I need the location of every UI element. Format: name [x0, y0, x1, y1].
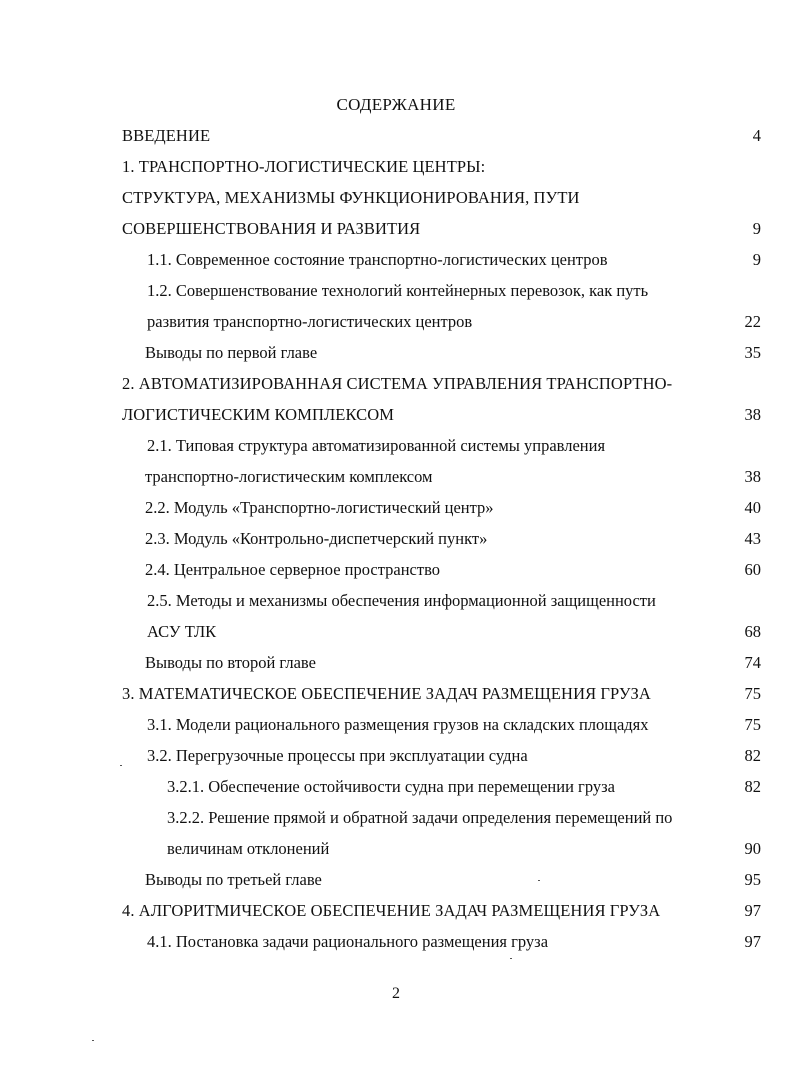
toc-entry-title: АСУ ТЛК	[147, 622, 217, 641]
toc-entry-introduction	[0, 120, 792, 151]
toc-entry-chapter-1-line-2	[0, 182, 792, 213]
toc-entry-page: 35	[744, 343, 761, 362]
toc-entry-page: 97	[744, 901, 761, 920]
toc-entry-page: 22	[744, 312, 761, 331]
toc-entry-section-1-2-line-2	[0, 306, 792, 337]
toc-entry-page: 82	[744, 746, 761, 765]
toc-entry-title: 3.2.1. Обеспечение остойчивости судна при перемещении груза	[167, 777, 615, 796]
toc-entry-chapter-3	[0, 678, 792, 709]
toc-entry-conclusions-1	[0, 337, 792, 368]
toc-entry-title: 2.2. Модуль «Транспортно-логистический центр»	[145, 498, 494, 517]
toc-entry-title: 3. МАТЕМАТИЧЕСКОЕ ОБЕСПЕЧЕНИЕ ЗАДАЧ РАЗМЕЩЕНИЯ ГРУЗА	[122, 684, 651, 703]
toc-entry-section-3-2-2-line-2	[0, 833, 792, 864]
toc-entry-title: 4. АЛГОРИТМИЧЕСКОЕ ОБЕСПЕЧЕНИЕ ЗАДАЧ РАЗМЕЩЕНИЯ ГРУЗА	[122, 901, 661, 920]
toc-entry-page: 38	[744, 405, 761, 424]
toc-entry-title: 1.1. Современное состояние транспортно-логистических центров	[147, 250, 608, 269]
toc-entry-section-2-5-line-2	[0, 616, 792, 647]
page-number: 2	[392, 985, 400, 1002]
toc-entry-page: 9	[752, 250, 761, 269]
toc-entry-section-2-1-line-1	[0, 430, 792, 461]
toc-entry-title: Выводы по третьей главе	[145, 870, 322, 889]
toc-entry-title: Выводы по второй главе	[145, 653, 316, 672]
toc-entry-section-3-2-1	[0, 771, 792, 802]
toc-entry-conclusions-3	[0, 864, 792, 895]
toc-entry-title: 2.4. Центральное серверное пространство	[145, 560, 441, 579]
toc-entry-section-1-2-line-1	[0, 275, 792, 306]
toc-entry-title: СОВЕРШЕНСТВОВАНИЯ И РАЗВИТИЯ	[122, 219, 421, 238]
toc-entry-title: 3.1. Модели рационального размещения грузов на складских площадях	[147, 715, 649, 734]
toc-entry-chapter-1-line-1	[0, 151, 792, 182]
toc-entry-chapter-1-line-3	[0, 213, 792, 244]
toc-entry-title: величинам отклонений	[167, 839, 330, 858]
toc-entry-chapter-4	[0, 895, 792, 926]
toc-entry-page: 74	[744, 653, 761, 672]
toc-entry-section-1-1	[0, 244, 792, 275]
toc-entry-page: 38	[744, 467, 761, 486]
toc-entry-page: 97	[744, 932, 761, 951]
toc-entry-page: 43	[744, 529, 761, 548]
toc-entry-title: 2. АВТОМАТИЗИРОВАННАЯ СИСТЕМА УПРАВЛЕНИЯ ТРАНСПОРТНО-	[122, 374, 673, 393]
toc-entry-title: развития транспортно-логистических центров	[147, 312, 473, 331]
scan-speck	[510, 958, 512, 959]
toc-entry-title: 3.2. Перегрузочные процессы при эксплуатации судна	[147, 746, 528, 765]
toc-entry-title: 3.2.2. Решение прямой и обратной задачи определения перемещений по	[167, 808, 673, 827]
toc-entry-title: 4.1. Постановка задачи рационального размещения груза	[147, 932, 549, 951]
table-of-contents	[0, 120, 792, 957]
toc-entry-page: 75	[744, 684, 761, 703]
scan-speck	[538, 880, 540, 881]
toc-entry-page: 4	[752, 126, 761, 145]
toc-heading: СОДЕРЖАНИЕ	[336, 95, 456, 114]
toc-entry-title: 1.2. Совершенствование технологий контейнерных перевозок, как путь	[147, 281, 649, 300]
toc-entry-section-2-3	[0, 523, 792, 554]
toc-entry-page: 75	[744, 715, 761, 734]
toc-entry-title: СТРУКТУРА, МЕХАНИЗМЫ ФУНКЦИОНИРОВАНИЯ, ПУТИ	[122, 188, 580, 207]
toc-entry-page: 9	[752, 219, 761, 238]
toc-entry-title: 2.5. Методы и механизмы обеспечения информационной защищенности	[147, 591, 656, 610]
toc-entry-section-3-2-2-line-1	[0, 802, 792, 833]
toc-entry-page: 40	[744, 498, 761, 517]
toc-entry-page: 68	[744, 622, 761, 641]
toc-entry-chapter-2-line-2	[0, 399, 792, 430]
toc-entry-page: 90	[744, 839, 761, 858]
toc-entry-title: ЛОГИСТИЧЕСКИМ КОМПЛЕКСОМ	[122, 405, 395, 424]
toc-entry-section-2-1-line-2	[0, 461, 792, 492]
toc-entry-section-3-2	[0, 740, 792, 771]
toc-entry-section-2-4	[0, 554, 792, 585]
toc-entry-title: 2.3. Модуль «Контрольно-диспетчерский пункт»	[145, 529, 488, 548]
toc-entry-title: Выводы по первой главе	[145, 343, 318, 362]
toc-entry-section-2-2	[0, 492, 792, 523]
toc-entry-page: 60	[744, 560, 761, 579]
toc-entry-page: 82	[744, 777, 761, 796]
toc-entry-title: 1. ТРАНСПОРТНО-ЛОГИСТИЧЕСКИЕ ЦЕНТРЫ:	[122, 157, 486, 176]
toc-entry-conclusions-2	[0, 647, 792, 678]
toc-entry-page: 95	[744, 870, 761, 889]
scan-speck	[92, 1040, 94, 1041]
toc-entry-section-4-1	[0, 926, 792, 957]
toc-entry-title: транспортно-логистическим комплексом	[145, 467, 433, 486]
toc-entry-chapter-2-line-1	[0, 368, 792, 399]
toc-entry-section-2-5-line-1	[0, 585, 792, 616]
toc-entry-title: 2.1. Типовая структура автоматизированной системы управления	[147, 436, 606, 455]
toc-entry-title: ВВЕДЕНИЕ	[122, 126, 211, 145]
toc-entry-section-3-1	[0, 709, 792, 740]
scan-speck	[120, 765, 122, 766]
